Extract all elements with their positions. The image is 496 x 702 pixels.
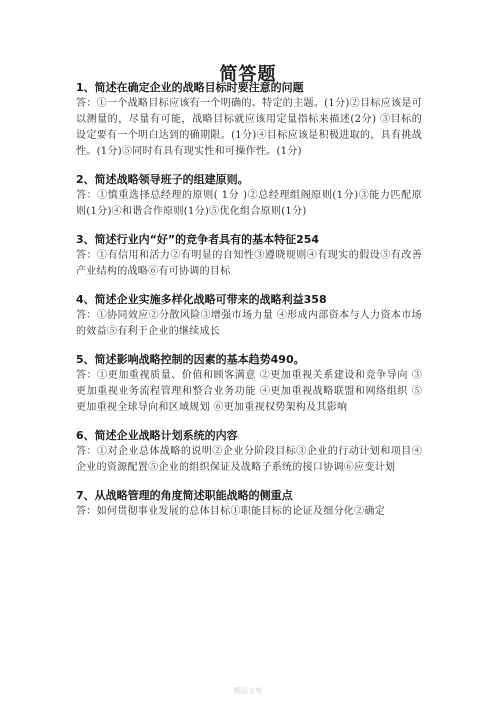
question-item (76, 232, 422, 280)
question-title: 6、简述企业战略计划系统的内容 (76, 429, 238, 442)
question-answer: 答：①慎重选择总经理的原则( 1分 )②总经理组阁原则(1分)③能力匹配原则(1分)④和谐合作原则(1分)⑤优化组合原则(1分) (76, 190, 422, 217)
question-item (76, 292, 422, 340)
question-title: 3、简述行业内“好”的竞争者具有的基本特征254 (76, 233, 320, 246)
question-answer: 答：①协同效应②分散风险③增强市场力量 ④形成内部资本与人力资本市场的效益⑤有利于企业的继续成长 (76, 310, 422, 337)
question-list (76, 80, 422, 532)
question-title: 5、简述影响战略控制的因素的基本趋势490。 (76, 353, 305, 366)
page-title: 简答题 (219, 64, 277, 85)
question-item (76, 428, 422, 476)
question-item (76, 80, 422, 160)
question-title: 4、简述企业实施多样化战略可带来的战略利益358 (76, 293, 327, 306)
question-answer: 答：如何贯彻事业发展的总体目标①职能目标的论证及细分化②确定 (76, 506, 385, 517)
question-item (76, 172, 422, 220)
question-answer: 答：①一个战略目标应该有一个明确的、特定的主题。(1分)②目标应该是可以测量的，尽量有可能，战略目标就应该用定量指标来描述(2分) ③目标的设定要有一个明白达到的确期限。(1分)④目标应该是积极进取的，具有挑战性。(1分)⑤同时有具有现实性和可操作性。(1分) (76, 98, 422, 157)
question-title: 2、简述战略领导班子的组建原则。 (76, 173, 249, 186)
question-title: 1、简述在确定企业的战略目标时要注意的问题 (76, 81, 304, 94)
question-item (76, 488, 422, 520)
question-answer: 答：①有信用和活力②有明显的自知性③遵晓规则④有现实的假设⑤有改善产业结构的战略⑥有可协调的目标 (76, 250, 422, 277)
question-answer: 答：①更加重视质量、价值和顾客满意 ②更加重视关系建设和竞争导向 ③更加重视业务流程管理和整合业务功能 ④更加重视战略联盟和网络组织 ⑤更加重视全球导向和区域规划 ⑥更加重视权势架构及其影响 (76, 370, 422, 413)
question-title: 7、从战略管理的角度简述职能战略的侧重点 (76, 489, 293, 502)
footer-watermark: 精品文库 (234, 687, 262, 695)
question-answer: 答：①对企业总体战略的说明②企业分阶段目标③企业的行动计划和项目④企业的资源配置⑤企业的组织保证及战略子系统的接口协调⑥应变计划 (76, 446, 422, 473)
question-item (76, 352, 422, 416)
